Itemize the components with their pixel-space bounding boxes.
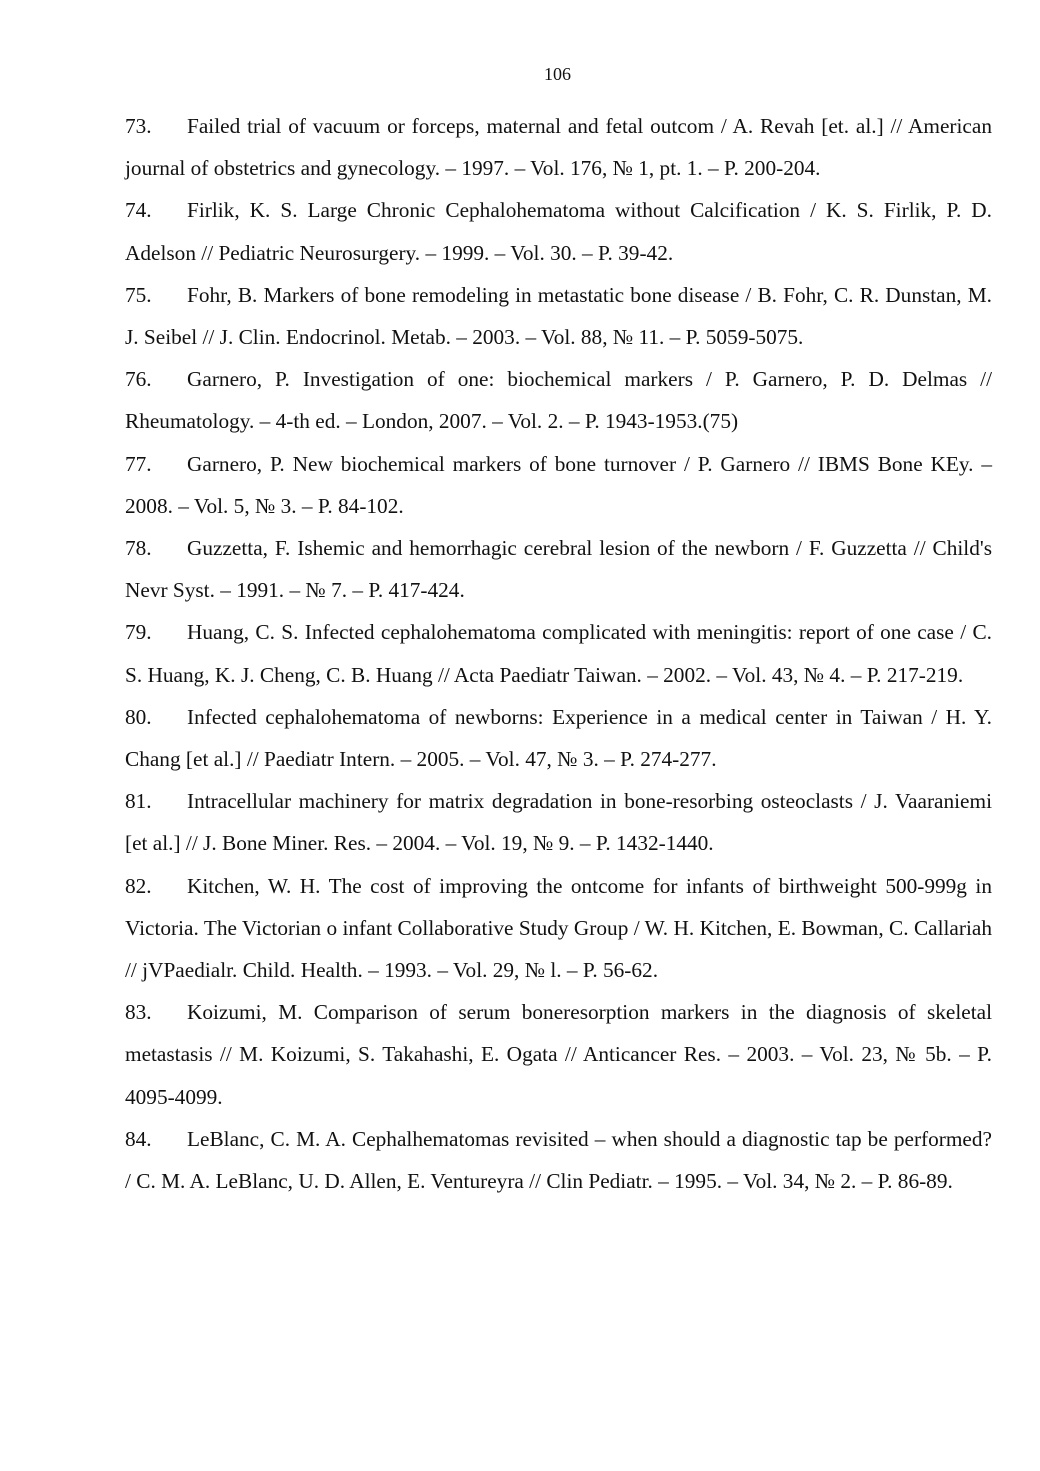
reference-number: 76. — [125, 367, 152, 392]
reference-item — [125, 527, 992, 611]
reference-item — [125, 105, 992, 189]
reference-item — [125, 358, 992, 442]
reference-number: 80. — [125, 704, 152, 729]
reference-number: 73. — [125, 114, 152, 138]
reference-item — [125, 274, 992, 358]
reference-number: 79. — [125, 620, 152, 645]
reference-list — [125, 105, 992, 1202]
page-number: 106 — [544, 64, 571, 84]
reference-item — [125, 991, 992, 1118]
reference-text: Garnero, P. Investigation of one: biochemical markers / P. Garnero, P. D. Delmas // Rheumatology. – 4-th ed. – London, 2007. – Vol. 2. – P. 1943-1953.(75) — [125, 367, 992, 434]
reference-text: Garnero, P. New biochemical markers of bone turnover / P. Garnero // IBMS Bone KEy. – 2008. – Vol. 5, № 3. – P. 84-102. — [125, 451, 992, 518]
reference-text: Guzzetta, F. Ishemic and hemorrhagic cerebral lesion of the newborn / F. Guzzetta // Child's Nevr Syst. – 1991. – № 7. – P. 417-424. — [125, 536, 992, 603]
reference-item — [125, 611, 992, 695]
reference-text: Infected cephalohematoma of newborns: Experience in a medical center in Taiwan / H. Y. Chang [et al.] // Paediatr Intern. – 2005. – Vol. 47, № 3. – P. 274-277. — [125, 704, 992, 772]
reference-number: 78. — [125, 536, 152, 561]
reference-number: 81. — [125, 789, 152, 814]
reference-text: Failed trial of vacuum or forceps, maternal and fetal outcom / A. Revah [et. al.] // American journal of obstetrics and gynecology. – 1997. – Vol. 176, № 1, pt. 1. – P. 200-204. — [125, 114, 992, 181]
reference-item — [125, 1118, 992, 1202]
reference-text: Intracellular machinery for matrix degradation in bone-resorbing osteoclasts / J. Vaaraniemi [et al.] // J. Bone Miner. Res. – 2004. – Vol. 19, № 9. – P. 1432-1440. — [125, 789, 992, 856]
reference-text: LeBlanc, C. M. A. Cephalhematomas revisited – when should a diagnostic tap be performed? / C. M. A. LeBlanc, U. D. Allen, E. Ventureyra // Clin Pediatr. – 1995. – Vol. 34, № 2. – P. 86-89. — [125, 1126, 992, 1194]
reference-text: Fohr, B. Markers of bone remodeling in metastatic bone disease / B. Fohr, C. R. Dunstan, M. J. Seibel // J. Clin. Endocrinol. Metab. – 2003. – Vol. 88, № 11. – P. 5059-5075. — [125, 282, 992, 350]
reference-item — [125, 696, 992, 780]
reference-number: 84. — [125, 1126, 152, 1151]
reference-item — [125, 780, 992, 864]
reference-number: 82. — [125, 873, 152, 898]
reference-number: 75. — [125, 282, 152, 307]
reference-number: 83. — [125, 1000, 152, 1025]
reference-item — [125, 189, 992, 273]
reference-number: 74. — [125, 198, 152, 223]
reference-number: 77. — [125, 451, 152, 476]
reference-item — [125, 443, 992, 527]
reference-text: Huang, C. S. Infected cephalohematoma complicated with meningitis: report of one case / C. S. Huang, K. J. Cheng, C. B. Huang // Acta Paediatr Taiwan. – 2002. – Vol. 43, № 4. – P. 217-219. — [125, 620, 992, 687]
reference-text: Kitchen, W. H. The cost of improving the ontcome for infants of birthweight 500-999g in Victoria. The Victorian o infant Collaborative Study Group / W. H. Kitchen, E. Bowman, C. Callariah // jVPaedialr. Child. Health. – 1993. – Vol. 29, № l. – P. 56-62. — [125, 873, 992, 983]
reference-text: Firlik, K. S. Large Chronic Cephalohematoma without Calcification / K. S. Firlik, P. D. Adelson // Pediatric Neurosurgery. – 1999. – Vol. 30. – P. 39-42. — [125, 198, 992, 265]
reference-text: Koizumi, M. Comparison of serum boneresorption markers in the diagnosis of skeletal metastasis // M. Koizumi, S. Takahashi, E. Ogata // Anticancer Res. – 2003. – Vol. 23, № 5b. – P. 4095-4099. — [125, 1000, 992, 1109]
reference-item — [125, 865, 992, 992]
